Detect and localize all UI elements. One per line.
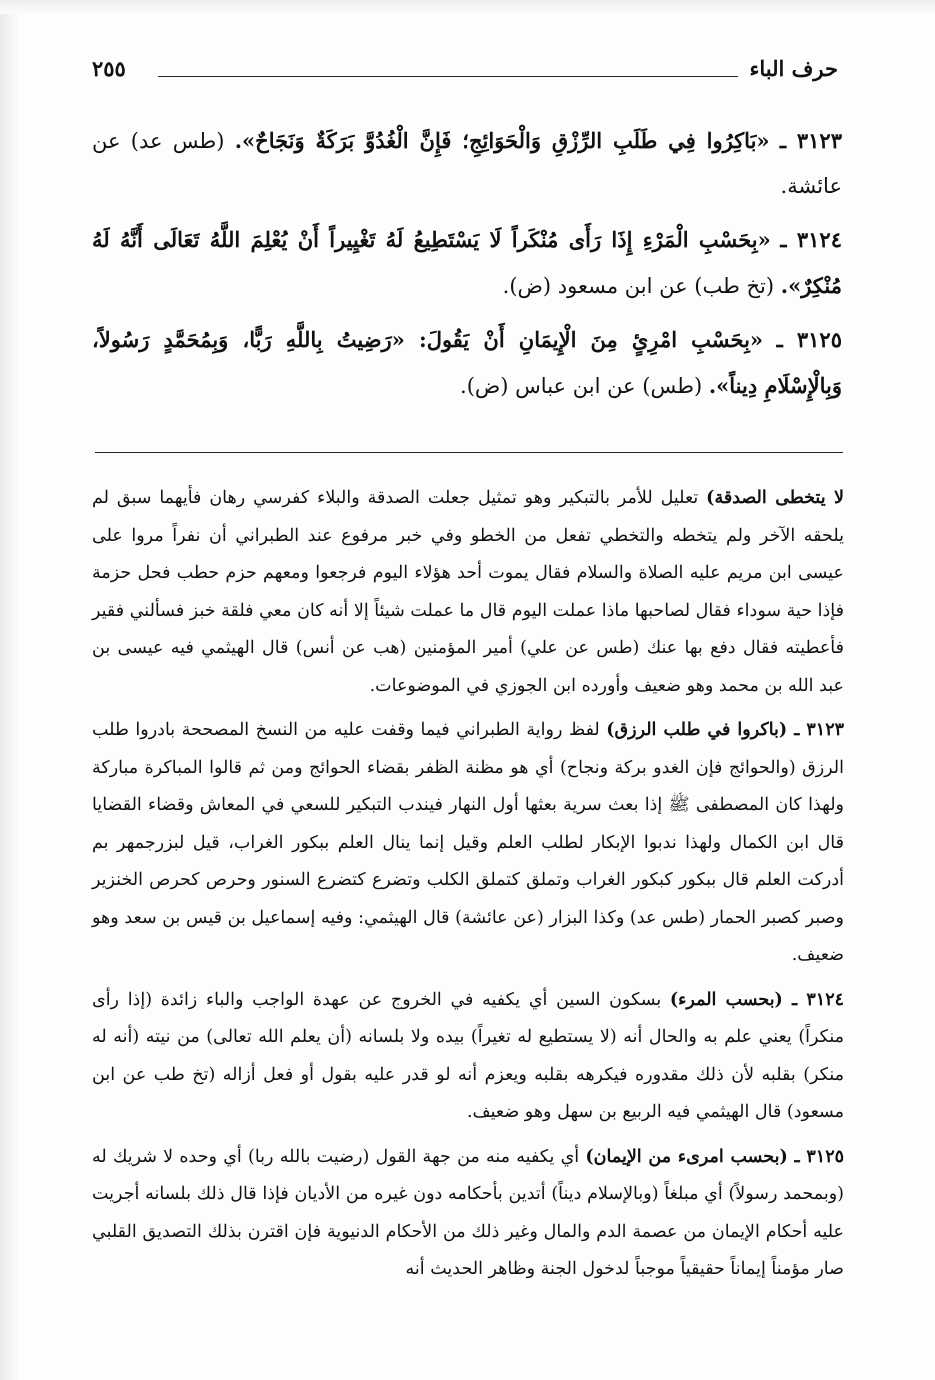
commentary-body: لفظ رواية الطبراني فيما وقفت عليه من النسخ المصححة بادروا طلب الرزق (والحوائج فإن الغدو بركة ونجاح) أي هو مظنة الظفر بقضاء الحوائج ومن ثم قالوا المباكرة مباركة ولهذا كان المصطفى ﷺ إذا بعث سرية بعثها أول النهار فيندب التبكير للسعي في المعاش وقضاء القضايا قال ابن الكمال ولهذا ندبوا الإبكار لطلب العلم وقيل إنما ينال العلم ببكور الغراب، قيل لبزرجمهر بم أدركت العلم قال ببكور كبكور الغراب وتملق كتملق الكلب وتضرع كتضرع السنور وحرص كحرص الخنزير وصبر كصبر الحمار (طس عد) وكذا البزار (عن عائشة) قال الهيثمي: وفيه إسماعيل بن قيس بن سعد وهو ضعيف. [92, 720, 844, 965]
hadith-entry [92, 317, 842, 409]
header-title: حرف الباء [749, 56, 838, 81]
hadith-number: ٣١٢٤ ـ [780, 227, 842, 252]
commentary-paragraph [92, 982, 844, 1132]
commentary-lead: ٣١٢٤ ـ (بحسب المرء) [669, 989, 845, 1010]
hadith-text: «بَاكِرُوا فِي طَلَبِ الرِّزْقِ وَالْحَوَائِجِ؛ فَإِنَّ الْغُدُوَّ بَرَكَةٌ وَنَجَاحٌ». [234, 128, 770, 153]
commentary-lead: ٣١٢٣ ـ (باكروا في طلب الرزق) [606, 720, 844, 740]
commentary-paragraph [92, 712, 844, 975]
scan-edge-left [0, 0, 18, 1380]
page-number: ٢٥٥ [92, 56, 126, 81]
footnote-separator [95, 452, 843, 453]
hadith-text: «بِحَسْبِ امْرِئٍ مِنَ الْإِيمَانِ أَنْ يَقُولَ: «رَضِيتُ بِاللَّهِ رَبًّا، وَبِمُحَمَّدٍ رَسُولاً، وَبِالْإِسْلَامِ دِيناً». [92, 327, 842, 398]
commentary-lead: ٣١٢٥ ـ (بحسب امرىء من الإيمان) [585, 1146, 845, 1167]
commentary-section [92, 480, 844, 1296]
hadith-entry [92, 118, 842, 209]
commentary-body: أي يكفيه منه من جهة القول (رضيت بالله ربا) أي وحده لا شريك له (وبمحمد رسولاً) أي مبلغاً (وبالإسلام ديناً) أتدين بأحكامه دون غيره من الأديان فإذا قال ذلك بلسانه أجريت عليه أحكام الإيمان من عصمة الدم والمال وغير ذلك من الأحكام الدنيوية فإن اقترن بذلك التصديق القلبي صار مؤمناً إيماناً حقيقياً موجباً لدخول الجنة وظاهر الحديث أنه [92, 1146, 844, 1279]
commentary-lead: لا يتخطى الصدقة) [706, 488, 845, 508]
header-rule [158, 76, 738, 77]
hadith-source: (طس عد) عن عائشة. [92, 129, 842, 198]
commentary-paragraph [92, 480, 844, 705]
scan-edge-top [0, 0, 935, 14]
hadith-number: ٣١٢٣ ـ [779, 128, 842, 153]
hadith-number: ٣١٢٥ ـ [776, 327, 842, 352]
commentary-body: تعليل للأمر بالتبكير وهو تمثيل جعلت الصدقة والبلاء كفرسي رهان فأيهما سبق لم يلحقه الآخر ولم يتخطه والتخطي تفعل من الخطو وفي خبر مرفوع عند الطبراني أن نفراً مروا على عيسى ابن مريم عليه الصلاة والسلام فقال يموت أحد هؤلاء اليوم فرجعوا ومعهم حزم حطب فحل حزمة فإذا حية سوداء فقال لصاحبها ماذا عملت اليوم قال ما عملت شيئاً إلا أنه كان معي فلقة خبز فسألني فقير فأعطيته فقال دفع بها عنك (طس عن علي) أمير المؤمنين (هب عن أنس) قال الهيثمي فيه عيسى بن عبد الله بن محمد وهو ضعيف وأورده ابن الجوزي في الموضوعات. [92, 488, 844, 696]
running-header [92, 56, 838, 90]
commentary-body: بسكون السين أي يكفيه في الخروج عن عهدة الواجب والباء زائدة (إذا رأى منكراً) يعني علم به والحال أنه (لا يستطيع له تغيراً) بيده ولا بلسانه (أن يعلم الله تعالى) من نيته (أنه له منكر) بقلبه لأن ذلك مقدوره فيكرهه بقلبه ويعزم أنه لو قدر عليه بقول أو فعل أزاله (تخ طب عن ابن مسعود) قال الهيثمي فيه الربيع بن سهل وهو ضعيف. [92, 989, 844, 1122]
commentary-paragraph [92, 1139, 844, 1289]
hadith-source: (تخ طب) عن ابن مسعود (ض). [502, 274, 775, 298]
hadith-source: (طس) عن ابن عباس (ض). [460, 374, 703, 398]
hadith-entries [92, 118, 842, 417]
hadith-entry [92, 217, 842, 309]
hadith-text: «بِحَسْبِ الْمَرْءِ إِذَا رَأَى مُنْكَراً لَا يَسْتَطِيعُ لَهُ تَغْيِيراً أَنْ يُعْلِمَ اللَّهُ تَعَالَى أَنَّهُ لَهُ مُنْكِرٌ». [92, 227, 842, 298]
